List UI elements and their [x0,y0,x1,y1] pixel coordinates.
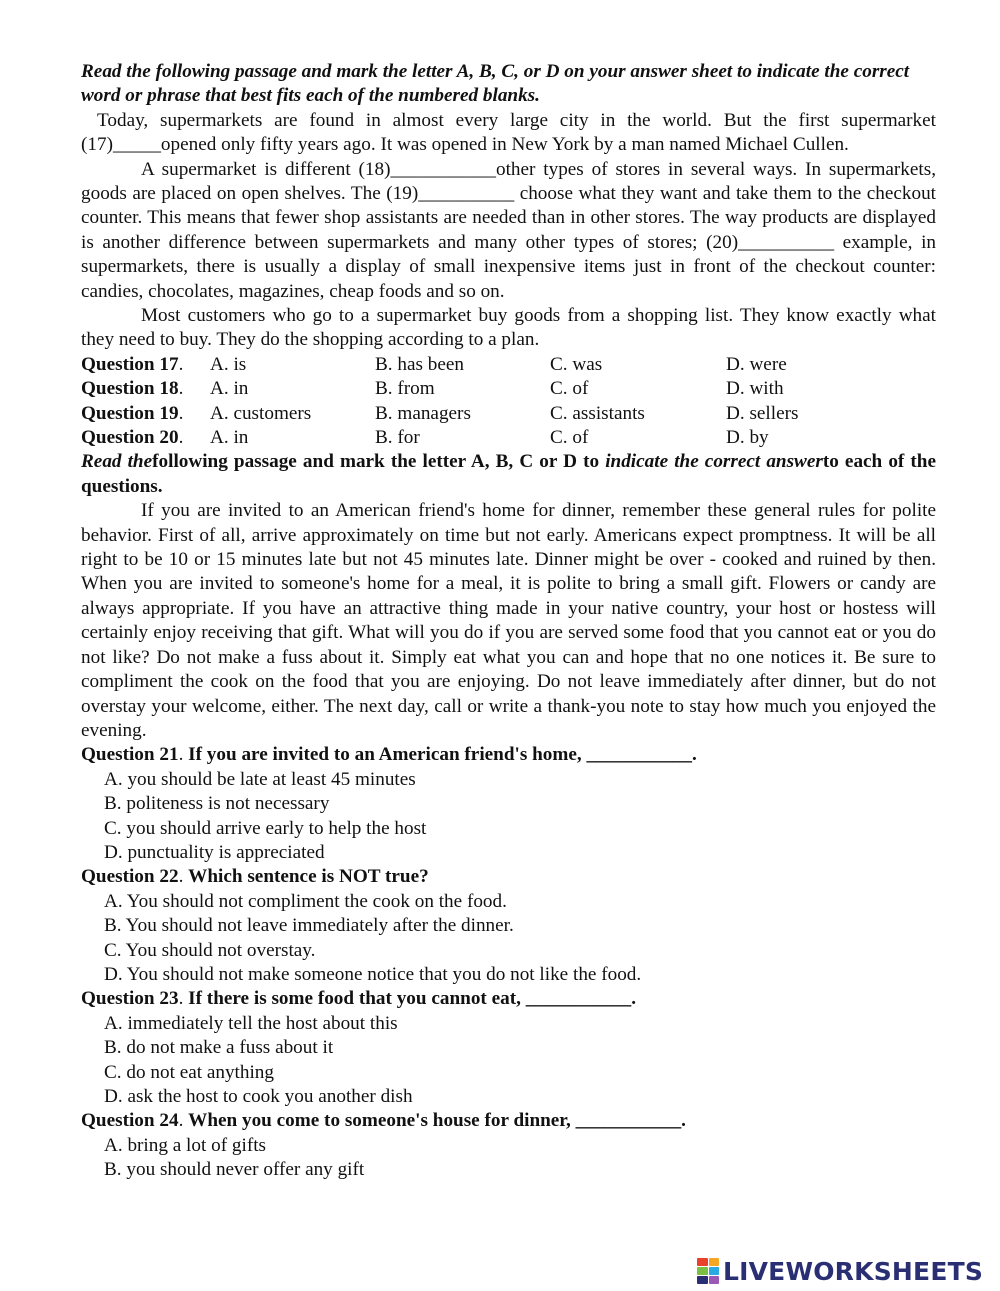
question-19-option-b[interactable]: B. managers [375,402,471,424]
logo-square-3 [697,1267,708,1275]
passage1-paragraph-2: A supermarket is different (18)___________other types of stores in several ways. In supermarkets, goods are placed on open shelves. The (19)__________ choose what they want and take them to the checkout counter. This means that fewer shop assistants are needed than in other stores. The way products are displayed is another difference between supermarkets and many other types of stores; (20)__________ example, in supermarkets, there is usually a display of small inexpensive items just in front of the checkout counter: candies, chocolates, magazines, cheap foods and so on. [81,158,936,302]
question-22-stem: Question 22. Which sentence is NOT true? [81,866,429,888]
liveworksheets-logo-text: LIVEWORKSHEETS [723,1256,984,1286]
question-23-option-c[interactable]: C. do not eat anything [104,1061,274,1083]
passage1-paragraph-1: Today, supermarkets are found in almost every large city in the world. But the first supermarket (17)_____opened only fifty years ago. It was opened in New York by a man named Michael Cullen. [81,109,936,156]
question-17-option-d[interactable]: D. were [726,353,787,375]
question-18-label: Question 18. [81,378,184,400]
question-17-row [81,353,936,377]
question-22-option-a[interactable]: A. You should not compliment the cook on the food. [104,890,507,912]
question-18-option-d[interactable]: D. with [726,378,784,400]
section1-instruction: Read the following passage and mark the letter A, B, C, or D on your answer sheet to indicate the correct word or phrase that best fits each of the numbered blanks. [81,61,910,107]
logo-square-6 [709,1276,720,1284]
logo-square-5 [697,1276,708,1284]
question-21-option-d[interactable]: D. punctuality is appreciated [104,841,325,863]
question-20-label: Question 20. [81,427,184,449]
question-20-option-c[interactable]: C. of [550,427,589,449]
question-17-option-b[interactable]: B. has been [375,353,464,375]
question-18-option-a[interactable]: A. in [210,378,249,400]
passage2-paragraph: If you are invited to an American friend's home for dinner, remember these general rules for polite behavior. First of all, arrive approximately on time but not early. Americans expect promptness. It will be all right to be 10 or 15 minutes late but not 45 minutes late. Dinner might be over - cooked and ruined by then. When you are invited to someone's home for a meal, it is polite to bring a small gift. Flowers or candy are always appropriate. If you have an attractive thing made in your native country, your host or hostess will certainly enjoy receiving that gift. What will you do if you are served some food that you cannot eat or you do not like? Do not make a fuss about it. Simply eat what you can and hope that no one notices it. Be sure to compliment the cook on the food that you are enjoying. Do not leave immediately after dinner, but do not overstay your welcome, either. The next day, call or write a thank-you note to stay how much you enjoyed the evening. [81,500,936,741]
question-20-option-b[interactable]: B. for [375,427,420,449]
question-24-stem: Question 24. When you come to someone's house for dinner, ___________. [81,1110,686,1132]
question-20-row [81,426,936,450]
passage1-paragraph-3: Most customers who go to a supermarket buy goods from a shopping list. They know exactly what they need to buy. They do the shopping according to a plan. [81,305,936,351]
question-18-option-b[interactable]: B. from [375,378,435,400]
question-22-option-c[interactable]: C. You should not overstay. [104,939,316,961]
question-24-option-b[interactable]: B. you should never offer any gift [104,1159,365,1181]
question-19-label: Question 19. [81,402,184,424]
logo-square-4 [709,1267,720,1275]
logo-square-1 [697,1258,708,1266]
question-19-option-a[interactable]: A. customers [210,402,312,424]
question-17-label: Question 17. [81,353,184,375]
question-23-option-b[interactable]: B. do not make a fuss about it [104,1037,334,1059]
question-21-option-c[interactable]: C. you should arrive early to help the host [104,817,427,839]
section2-instruction: Read thefollowing passage and mark the letter A, B, C or D to indicate the correct answerto each of the questions. [81,451,936,497]
question-21-stem: Question 21. If you are invited to an American friend's home, ___________. [81,744,697,766]
question-24-option-a[interactable]: A. bring a lot of gifts [104,1134,267,1156]
question-21-option-a[interactable]: A. you should be late at least 45 minutes [104,768,416,790]
question-21-option-b[interactable]: B. politeness is not necessary [104,793,330,815]
question-19-row [81,402,936,426]
question-19-option-c[interactable]: C. assistants [550,402,645,424]
question-22-option-d[interactable]: D. You should not make someone notice that you do not like the food. [104,963,642,985]
logo-square-2 [709,1258,720,1266]
question-17-option-a[interactable]: A. is [210,353,247,375]
question-17-option-c[interactable]: C. was [550,353,603,375]
question-18-option-c[interactable]: C. of [550,378,589,400]
worksheet-page [81,60,936,1183]
liveworksheets-logo [697,1257,983,1285]
question-23-option-a[interactable]: A. immediately tell the host about this [104,1012,398,1034]
question-19-option-d[interactable]: D. sellers [726,402,799,424]
question-23-option-d[interactable]: D. ask the host to cook you another dish [104,1086,413,1107]
question-20-option-a[interactable]: A. in [210,427,249,449]
question-18-row [81,377,936,401]
liveworksheets-logo-icon [697,1258,719,1284]
question-23-stem: Question 23. If there is some food that you cannot eat, ___________. [81,988,637,1010]
question-20-option-d[interactable]: D. by [726,427,769,449]
question-22-option-b[interactable]: B. You should not leave immediately after the dinner. [104,915,514,937]
